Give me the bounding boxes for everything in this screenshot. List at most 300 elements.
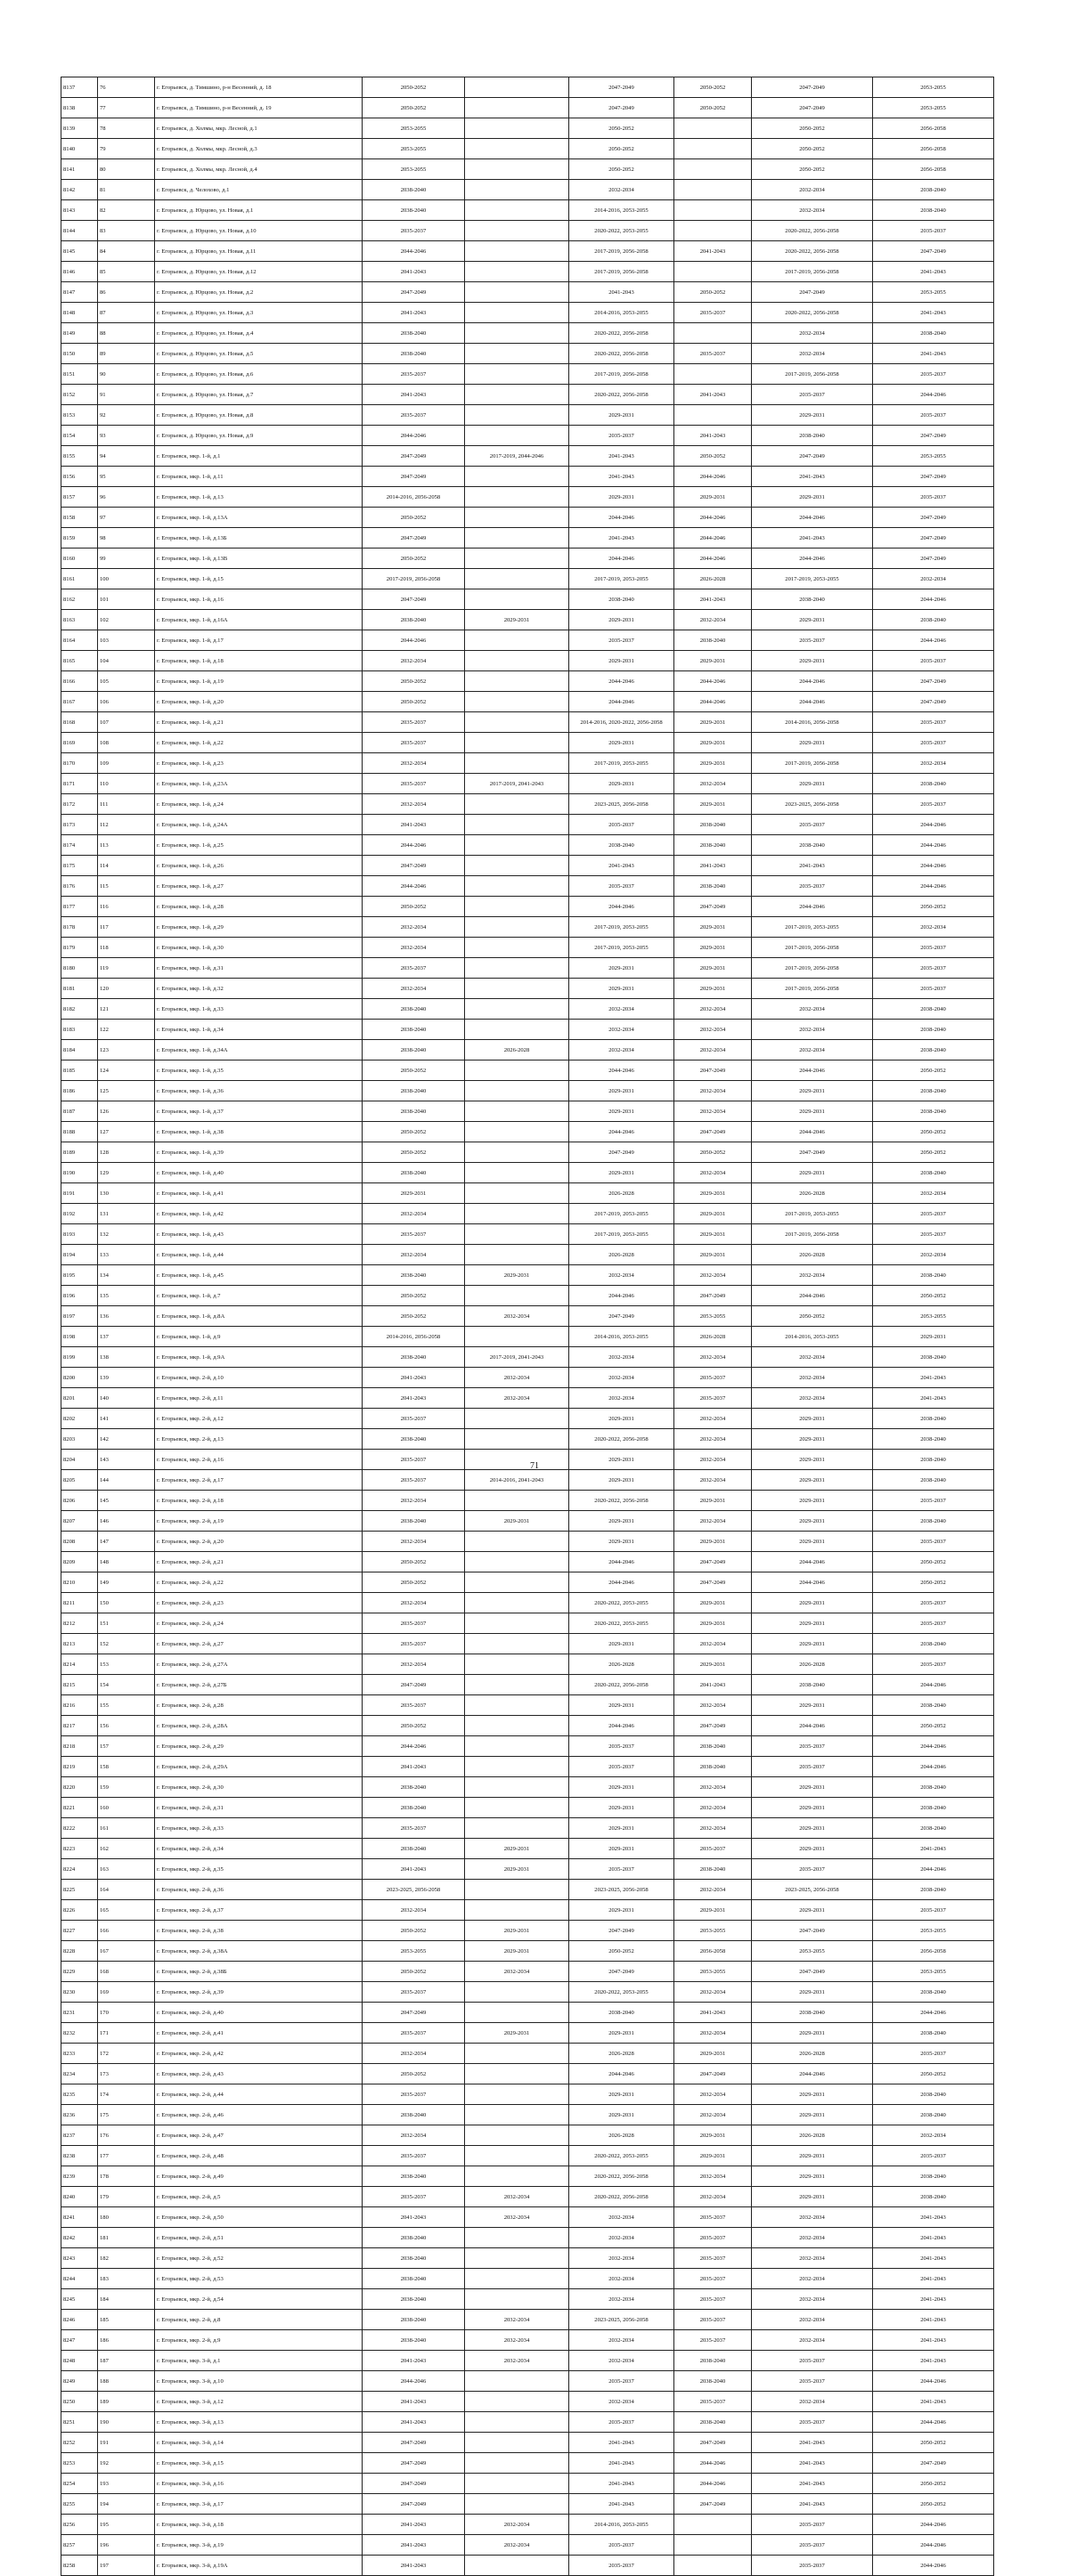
table-cell: 2044-2046 <box>752 1286 873 1306</box>
table-cell: 8167 <box>61 692 98 712</box>
table-cell: 2047-2049 <box>873 692 994 712</box>
table-cell: 2026-2028 <box>569 1245 674 1265</box>
table-cell: 2029-2031 <box>569 651 674 671</box>
table-cell: г. Егорьевск, мкр. 2-й, д.28 <box>155 1695 363 1716</box>
table-cell: 2032-2034 <box>465 2207 569 2228</box>
table-cell: 2035-2037 <box>569 2535 674 2556</box>
table-cell: 135 <box>98 1286 155 1306</box>
table-cell: г. Егорьевск, мкр. 2-й, д.41 <box>155 2023 363 2044</box>
table-cell: 2050-2052 <box>752 139 873 159</box>
table-cell <box>465 303 569 323</box>
table-cell: 160 <box>98 1798 155 1818</box>
table-cell: 8253 <box>61 2453 98 2474</box>
table-cell: 2032-2034 <box>569 1368 674 1388</box>
table-cell: 2053-2055 <box>363 139 465 159</box>
table-cell: 2020-2022, 2056-2058 <box>569 1675 674 1695</box>
table-cell: 2026-2028 <box>674 1327 752 1347</box>
table-cell: г. Егорьевск, мкр. 1-й, д.13 <box>155 487 363 508</box>
table-cell: 2020-2022, 2056-2058 <box>569 1429 674 1450</box>
table-cell: г. Егорьевск, мкр. 1-й, д.20 <box>155 692 363 712</box>
table-cell: г. Егорьевск, мкр. 1-й, д.25 <box>155 835 363 856</box>
table-cell: 8245 <box>61 2289 98 2310</box>
table-cell: г. Егорьевск, мкр. 2-й, д.18 <box>155 1491 363 1511</box>
table-cell: 2035-2037 <box>363 1982 465 2003</box>
table-cell: 143 <box>98 1450 155 1470</box>
table-cell: 184 <box>98 2289 155 2310</box>
table-cell: г. Егорьевск, мкр. 2-й, д.23 <box>155 1593 363 1613</box>
table-cell: г. Егорьевск, мкр. 2-й, д.12 <box>155 1409 363 1429</box>
table-cell: 2017-2019, 2056-2058 <box>752 753 873 774</box>
table-cell: 2032-2034 <box>674 1634 752 1654</box>
table-cell: 2050-2052 <box>363 1552 465 1572</box>
table-cell: 2029-2031 <box>569 774 674 794</box>
table-cell: г. Егорьевск, мкр. 1-й, д.33 <box>155 999 363 1020</box>
table-cell: 2050-2052 <box>873 1142 994 1163</box>
table-cell: г. Егорьевск, мкр. 2-й, д.38 <box>155 1921 363 1941</box>
table-cell: г. Егорьевск, мкр. 3-й, д.1 <box>155 2351 363 2371</box>
table-cell: 80 <box>98 159 155 180</box>
table-cell: г. Егорьевск, мкр. 1-й, д.45 <box>155 1265 363 1286</box>
table-cell: 8202 <box>61 1409 98 1429</box>
table-cell: 2029-2031 <box>674 2044 752 2064</box>
table-cell: г. Егорьевск, мкр. 1-й, д.23А <box>155 774 363 794</box>
table-cell: 8224 <box>61 1859 98 1880</box>
table-cell: 2044-2046 <box>873 835 994 856</box>
table-cell: 8169 <box>61 733 98 753</box>
table-cell: 2017-2019, 2053-2055 <box>569 569 674 589</box>
table-cell: 144 <box>98 1470 155 1491</box>
table-cell <box>465 98 569 118</box>
table-cell <box>465 2003 569 2023</box>
table-cell: 2035-2037 <box>873 2146 994 2166</box>
table-cell: 8155 <box>61 446 98 467</box>
table-cell: 2029-2031 <box>752 2166 873 2187</box>
table-row <box>61 1286 994 1306</box>
table-cell: 173 <box>98 2064 155 2084</box>
table-cell: 2050-2052 <box>363 98 465 118</box>
table-cell: г. Егорьевск, мкр. 1-й, д.27 <box>155 876 363 897</box>
table-cell: 118 <box>98 938 155 958</box>
table-cell: 2053-2055 <box>873 282 994 303</box>
table-cell: 2038-2040 <box>363 1265 465 1286</box>
table-cell: 91 <box>98 385 155 405</box>
table-row <box>61 487 994 508</box>
table-cell: 2035-2037 <box>674 1368 752 1388</box>
table-cell: 2032-2034 <box>569 2207 674 2228</box>
table-cell <box>465 1900 569 1921</box>
table-cell: 101 <box>98 589 155 610</box>
table-cell: 2038-2040 <box>873 1880 994 1900</box>
table-cell: 2029-2031 <box>674 712 752 733</box>
table-cell: 2032-2034 <box>752 1388 873 1409</box>
table-cell: 2032-2034 <box>569 999 674 1020</box>
table-cell: 2041-2043 <box>363 815 465 835</box>
table-cell <box>465 876 569 897</box>
table-cell: 8168 <box>61 712 98 733</box>
table-cell: г. Егорьевск, д. Юрцово, ул. Новая, д.6 <box>155 364 363 385</box>
table-cell: 2044-2046 <box>363 2371 465 2392</box>
table-cell: 2038-2040 <box>873 1409 994 1429</box>
table-cell <box>465 1122 569 1142</box>
table-cell: 2044-2046 <box>873 385 994 405</box>
table-cell: 140 <box>98 1388 155 1409</box>
table-cell: 2032-2034 <box>363 753 465 774</box>
table-cell: 2032-2034 <box>569 2289 674 2310</box>
table-cell: 8221 <box>61 1798 98 1818</box>
table-cell: 8206 <box>61 1491 98 1511</box>
table-cell <box>465 200 569 221</box>
table-cell: 122 <box>98 1020 155 1040</box>
table-cell: 2053-2055 <box>873 1921 994 1941</box>
table-cell <box>674 180 752 200</box>
table-cell: 2017-2019, 2041-2043 <box>465 774 569 794</box>
table-cell: г. Егорьевск, мкр. 2-й, д.43 <box>155 2064 363 2084</box>
table-cell: 2035-2037 <box>752 2535 873 2556</box>
table-row <box>61 1204 994 1224</box>
table-cell: 2038-2040 <box>363 1040 465 1060</box>
table-cell <box>465 2146 569 2166</box>
table-row <box>61 835 994 856</box>
table-cell: 2050-2052 <box>363 1962 465 1982</box>
table-cell: 2029-2031 <box>465 1511 569 1532</box>
table-cell: 2044-2046 <box>569 692 674 712</box>
table-row <box>61 1470 994 1491</box>
table-cell: 2029-2031 <box>752 733 873 753</box>
table-cell <box>465 1634 569 1654</box>
table-cell: 2029-2031 <box>569 2105 674 2125</box>
table-cell: 2050-2052 <box>363 1122 465 1142</box>
table-cell: 8191 <box>61 1183 98 1204</box>
table-cell: 2050-2052 <box>569 139 674 159</box>
table-cell: 107 <box>98 712 155 733</box>
table-cell: 2038-2040 <box>873 999 994 1020</box>
table-cell: 8190 <box>61 1163 98 1183</box>
table-cell: 8234 <box>61 2064 98 2084</box>
table-cell: г. Егорьевск, д. Юрцово, ул. Новая, д.11 <box>155 241 363 262</box>
table-cell: 8233 <box>61 2044 98 2064</box>
table-cell: г. Егорьевск, мкр. 1-й, д.24 <box>155 794 363 815</box>
table-cell: 2035-2037 <box>569 1757 674 1777</box>
table-cell: 2038-2040 <box>363 323 465 344</box>
table-cell: 2041-2043 <box>873 2330 994 2351</box>
table-row <box>61 692 994 712</box>
table-row <box>61 1142 994 1163</box>
table-cell <box>674 364 752 385</box>
table-cell <box>465 1552 569 1572</box>
table-cell: 2047-2049 <box>752 1921 873 1941</box>
table-cell: 2041-2043 <box>363 1859 465 1880</box>
table-cell: 2029-2031 <box>873 1327 994 1347</box>
table-cell: 2029-2031 <box>569 610 674 630</box>
table-row <box>61 2515 994 2535</box>
table-cell: 2035-2037 <box>363 405 465 426</box>
table-cell: 8216 <box>61 1695 98 1716</box>
table-cell: 2038-2040 <box>873 1982 994 2003</box>
table-cell: 179 <box>98 2187 155 2207</box>
table-cell: г. Егорьевск, мкр. 1-й, д.35 <box>155 1060 363 1081</box>
table-cell: 2029-2031 <box>752 2084 873 2105</box>
table-cell: 8152 <box>61 385 98 405</box>
table-cell: 2029-2031 <box>752 1593 873 1613</box>
table-cell: 2029-2031 <box>569 1450 674 1470</box>
table-cell: 2038-2040 <box>363 1429 465 1450</box>
table-cell: г. Егорьевск, мкр. 2-й, д.44 <box>155 2084 363 2105</box>
table-cell: г. Егорьевск, мкр. 1-й, д.1 <box>155 446 363 467</box>
table-cell: 2038-2040 <box>363 1511 465 1532</box>
table-cell: 2038-2040 <box>873 1163 994 1183</box>
table-cell: г. Егорьевск, мкр. 1-й, д.23 <box>155 753 363 774</box>
table-cell: 2038-2040 <box>873 1450 994 1470</box>
table-cell <box>465 1327 569 1347</box>
table-cell: 8238 <box>61 2146 98 2166</box>
table-cell: г. Егорьевск, д. Юрцово, ул. Новая, д.5 <box>155 344 363 364</box>
table-row <box>61 1081 994 1101</box>
table-cell: 2041-2043 <box>363 2535 465 2556</box>
table-cell <box>465 528 569 549</box>
table-cell: 2044-2046 <box>752 1572 873 1593</box>
table-row <box>61 630 994 651</box>
table-cell: 2032-2034 <box>569 1265 674 1286</box>
table-cell: 2029-2031 <box>752 1798 873 1818</box>
table-cell: 2044-2046 <box>873 1859 994 1880</box>
table-cell: 2050-2052 <box>363 671 465 692</box>
table-cell: г. Егорьевск, мкр. 2-й, д.19 <box>155 1511 363 1532</box>
table-row <box>61 1839 994 1859</box>
table-cell: 2047-2049 <box>363 2474 465 2494</box>
table-cell: 2017-2019, 2056-2058 <box>569 241 674 262</box>
table-cell: 180 <box>98 2207 155 2228</box>
table-cell: г. Егорьевск, мкр. 1-й, д.34А <box>155 1040 363 1060</box>
table-cell: 152 <box>98 1634 155 1654</box>
table-cell: 2044-2046 <box>363 835 465 856</box>
table-cell: 2029-2031 <box>674 1245 752 1265</box>
table-cell <box>465 344 569 364</box>
table-cell: 2038-2040 <box>873 2105 994 2125</box>
table-cell: 2050-2052 <box>363 2064 465 2084</box>
table-cell: 2032-2034 <box>363 1245 465 1265</box>
table-cell: 8195 <box>61 1265 98 1286</box>
table-cell: 2020-2022, 2053-2055 <box>569 221 674 241</box>
table-cell: 182 <box>98 2248 155 2269</box>
table-cell: г. Егорьевск, мкр. 2-й, д.11 <box>155 1388 363 1409</box>
table-cell: 8188 <box>61 1122 98 1142</box>
table-cell: 2041-2043 <box>569 856 674 876</box>
table-cell: 8248 <box>61 2351 98 2371</box>
table-cell: 2032-2034 <box>363 1593 465 1613</box>
table-cell: 2035-2037 <box>363 712 465 733</box>
table-cell: 8203 <box>61 1429 98 1450</box>
table-cell: 2044-2046 <box>569 1572 674 1593</box>
table-cell: 8214 <box>61 1654 98 1675</box>
table-cell: 2053-2055 <box>363 118 465 139</box>
table-cell: г. Егорьевск, мкр. 2-й, д.24 <box>155 1613 363 1634</box>
table-cell: 2035-2037 <box>873 1204 994 1224</box>
table-cell: г. Егорьевск, мкр. 1-й, д.38 <box>155 1122 363 1142</box>
table-cell: 2014-2016, 2056-2058 <box>363 1327 465 1347</box>
table-cell: 2038-2040 <box>873 610 994 630</box>
table-cell: 2017-2019, 2041-2043 <box>465 1347 569 1368</box>
table-cell: 2047-2049 <box>363 2453 465 2474</box>
table-cell: г. Егорьевск, мкр. 1-й, д.15 <box>155 569 363 589</box>
table-cell: 2035-2037 <box>873 487 994 508</box>
table-cell: 2032-2034 <box>363 938 465 958</box>
table-cell: г. Егорьевск, мкр. 2-й, д.29 <box>155 1736 363 1757</box>
table-cell: 2038-2040 <box>363 2310 465 2330</box>
table-cell: 93 <box>98 426 155 446</box>
table-cell: 2026-2028 <box>752 2125 873 2146</box>
table-cell: г. Егорьевск, д. Юрцово, ул. Новая, д.1 <box>155 200 363 221</box>
table-cell: 2020-2022, 2056-2058 <box>752 221 873 241</box>
table-cell: 159 <box>98 1777 155 1798</box>
table-cell: 2044-2046 <box>873 589 994 610</box>
table-cell: 117 <box>98 917 155 938</box>
table-cell: г. Егорьевск, мкр. 1-й, д.16 <box>155 589 363 610</box>
table-cell <box>465 77 569 98</box>
table-cell: 142 <box>98 1429 155 1450</box>
table-cell: 2038-2040 <box>674 2371 752 2392</box>
table-cell: 2041-2043 <box>569 2453 674 2474</box>
table-cell <box>465 1572 569 1593</box>
table-cell: 2038-2040 <box>363 2248 465 2269</box>
table-cell: 84 <box>98 241 155 262</box>
table-cell <box>465 1675 569 1695</box>
table-cell: 2038-2040 <box>873 774 994 794</box>
table-cell: 76 <box>98 77 155 98</box>
table-cell: 2032-2034 <box>752 2269 873 2289</box>
table-cell: 2044-2046 <box>674 508 752 528</box>
table-cell: 8148 <box>61 303 98 323</box>
table-cell: 2038-2040 <box>873 180 994 200</box>
table-cell: 2053-2055 <box>873 77 994 98</box>
table-cell: 2035-2037 <box>873 979 994 999</box>
table-cell: 90 <box>98 364 155 385</box>
table-row <box>61 2146 994 2166</box>
table-cell: г. Егорьевск, мкр. 1-й, д.9 <box>155 1327 363 1347</box>
table-row <box>61 118 994 139</box>
table-cell: 125 <box>98 1081 155 1101</box>
table-cell: 2038-2040 <box>873 1511 994 1532</box>
table-row <box>61 77 994 98</box>
table-row <box>61 221 994 241</box>
table-cell: г. Егорьевск, мкр. 1-й, д.31 <box>155 958 363 979</box>
table-cell: 2032-2034 <box>465 2330 569 2351</box>
table-cell: 2047-2049 <box>873 549 994 569</box>
table-cell: 112 <box>98 815 155 835</box>
table-cell: 2032-2034 <box>465 1388 569 1409</box>
table-cell <box>674 221 752 241</box>
table-cell: г. Егорьевск, мкр. 3-й, д.18 <box>155 2515 363 2535</box>
table-cell: 2038-2040 <box>873 1081 994 1101</box>
table-cell: 8244 <box>61 2269 98 2289</box>
table-cell <box>465 1491 569 1511</box>
table-cell: 196 <box>98 2535 155 2556</box>
table-row <box>61 1183 994 1204</box>
table-cell <box>465 1142 569 1163</box>
table-cell: 2050-2052 <box>873 1060 994 1081</box>
table-cell <box>465 2125 569 2146</box>
table-cell: 2029-2031 <box>752 1634 873 1654</box>
table-cell: 2050-2052 <box>873 897 994 917</box>
table-cell: 166 <box>98 1921 155 1941</box>
table-cell: 8161 <box>61 569 98 589</box>
table-cell: 2038-2040 <box>363 999 465 1020</box>
table-cell: 2041-2043 <box>363 303 465 323</box>
table-cell: 2050-2052 <box>674 282 752 303</box>
table-cell: 2035-2037 <box>873 1593 994 1613</box>
table-row <box>61 671 994 692</box>
table-cell: г. Егорьевск, мкр. 1-й, д.44 <box>155 1245 363 1265</box>
table-cell: 2035-2037 <box>569 2556 674 2576</box>
table-cell: 2038-2040 <box>674 2412 752 2433</box>
table-cell: 2041-2043 <box>873 1388 994 1409</box>
table-cell: 8200 <box>61 1368 98 1388</box>
table-cell: 8257 <box>61 2535 98 2556</box>
table-cell: 8194 <box>61 1245 98 1265</box>
table-cell: 2029-2031 <box>569 1798 674 1818</box>
table-cell: 8215 <box>61 1675 98 1695</box>
table-cell <box>465 118 569 139</box>
table-cell: 2020-2022, 2053-2055 <box>569 1613 674 1634</box>
table-cell: 2032-2034 <box>752 1020 873 1040</box>
table-cell: 2041-2043 <box>569 2494 674 2515</box>
table-cell: 2050-2052 <box>569 118 674 139</box>
table-row <box>61 876 994 897</box>
table-cell: г. Егорьевск, мкр. 2-й, д.21 <box>155 1552 363 1572</box>
table-cell <box>465 385 569 405</box>
table-cell: 8204 <box>61 1450 98 1470</box>
table-cell: 2032-2034 <box>674 1429 752 1450</box>
table-body <box>61 77 994 2576</box>
table-cell: 2029-2031 <box>674 1613 752 1634</box>
table-row <box>61 2535 994 2556</box>
table-cell: 2023-2025, 2056-2058 <box>569 794 674 815</box>
table-row <box>61 549 994 569</box>
table-cell: 2014-2016, 2053-2055 <box>752 1327 873 1347</box>
table-cell: 2017-2019, 2056-2058 <box>752 262 873 282</box>
table-row <box>61 2433 994 2453</box>
table-cell <box>465 2228 569 2248</box>
table-cell <box>465 221 569 241</box>
table-cell: 2038-2040 <box>873 2187 994 2207</box>
table-cell: 2026-2028 <box>569 2044 674 2064</box>
table-cell: 2050-2052 <box>752 118 873 139</box>
table-cell <box>465 1429 569 1450</box>
table-cell: 2032-2034 <box>873 2125 994 2146</box>
table-cell: 8183 <box>61 1020 98 1040</box>
table-cell: 2047-2049 <box>873 528 994 549</box>
table-cell: 97 <box>98 508 155 528</box>
table-cell <box>465 426 569 446</box>
table-cell: 2038-2040 <box>873 1470 994 1491</box>
table-row <box>61 200 994 221</box>
table-cell: 87 <box>98 303 155 323</box>
table-cell: г. Егорьевск, мкр. 2-й, д.34 <box>155 1839 363 1859</box>
table-cell: 2044-2046 <box>569 897 674 917</box>
table-cell: 2053-2055 <box>674 1962 752 1982</box>
table-cell: 2014-2016, 2053-2055 <box>569 1327 674 1347</box>
table-cell: 2020-2022, 2056-2058 <box>569 2166 674 2187</box>
table-cell: 2038-2040 <box>674 876 752 897</box>
table-row <box>61 241 994 262</box>
table-cell: 95 <box>98 467 155 487</box>
table-cell: 2035-2037 <box>569 876 674 897</box>
table-cell: 2029-2031 <box>752 487 873 508</box>
table-cell: 185 <box>98 2310 155 2330</box>
table-cell: 8205 <box>61 1470 98 1491</box>
table-cell <box>674 159 752 180</box>
table-cell: 2029-2031 <box>569 1409 674 1429</box>
table-cell: 99 <box>98 549 155 569</box>
